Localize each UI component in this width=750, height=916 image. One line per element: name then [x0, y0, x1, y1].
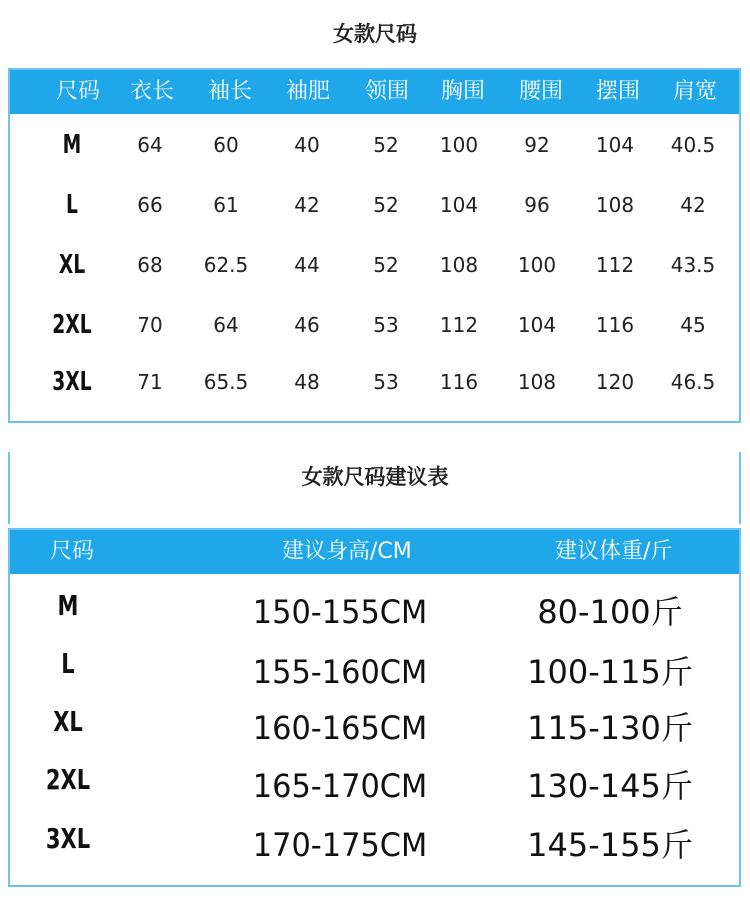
- value-cell: 43.5: [670, 253, 716, 277]
- recommendation-header: [10, 530, 739, 574]
- value-cell: 62.5: [203, 253, 249, 277]
- value-cell: 52: [373, 133, 399, 157]
- header-hem: 摆围: [595, 79, 640, 104]
- header-length: 衣长: [129, 79, 174, 104]
- size-cell: 2XL: [45, 763, 91, 796]
- value-cell: 108: [517, 370, 557, 394]
- size-chart-table: [8, 68, 741, 423]
- header-sleeve-width: 袖肥: [285, 79, 330, 104]
- value-cell: 120: [595, 370, 635, 394]
- size-cell: 3XL: [45, 822, 91, 855]
- size-cell: L: [61, 647, 75, 680]
- value-cell: 46.5: [670, 370, 716, 394]
- weight-cell: 115-130斤: [527, 709, 693, 747]
- header-collar: 领围: [364, 79, 409, 104]
- value-cell: 108: [439, 253, 479, 277]
- value-cell: 44: [294, 253, 320, 277]
- size-cell: M: [62, 130, 82, 160]
- height-cell: 160-165CM: [252, 709, 428, 747]
- weight-cell: 145-155斤: [527, 826, 693, 864]
- value-cell: 42: [294, 193, 320, 217]
- value-cell: 53: [373, 313, 399, 337]
- header-weight: 建议体重/斤: [555, 539, 673, 564]
- value-cell: 104: [517, 313, 557, 337]
- table-row: [10, 751, 739, 809]
- value-cell: 66: [137, 193, 163, 217]
- height-cell: 170-175CM: [252, 826, 428, 864]
- value-cell: 100: [439, 133, 479, 157]
- value-cell: 53: [373, 370, 399, 394]
- size-chart-title: 女款尺码: [333, 22, 417, 46]
- value-cell: 108: [595, 193, 635, 217]
- table-row: [10, 810, 739, 868]
- recommendation-chart-title: 女款尺码建议表: [301, 465, 449, 489]
- value-cell: 71: [137, 370, 163, 394]
- value-cell: 52: [373, 253, 399, 277]
- value-cell: 104: [439, 193, 479, 217]
- recommendation-table: [8, 528, 741, 887]
- table-row: [10, 577, 739, 635]
- value-cell: 92: [524, 133, 550, 157]
- value-cell: 42: [680, 193, 706, 217]
- table-row: [10, 693, 739, 751]
- weight-cell: 80-100斤: [537, 593, 683, 631]
- value-cell: 40: [294, 133, 320, 157]
- size-cell: 3XL: [52, 367, 92, 397]
- value-cell: 40.5: [670, 133, 716, 157]
- header-height: 建议身高/CM: [282, 539, 412, 564]
- height-cell: 165-170CM: [252, 767, 428, 805]
- value-cell: 52: [373, 193, 399, 217]
- value-cell: 60: [213, 133, 239, 157]
- table-row: [10, 176, 739, 234]
- table-row: [10, 116, 739, 174]
- value-cell: 65.5: [203, 370, 249, 394]
- value-cell: 70: [137, 313, 163, 337]
- value-cell: 112: [439, 313, 479, 337]
- value-cell: 116: [595, 313, 635, 337]
- header-size: 尺码: [50, 539, 95, 564]
- size-cell: L: [66, 190, 78, 220]
- value-cell: 100: [517, 253, 557, 277]
- value-cell: 96: [524, 193, 550, 217]
- height-cell: 150-155CM: [252, 593, 428, 631]
- weight-cell: 100-115斤: [527, 653, 693, 691]
- value-cell: 112: [595, 253, 635, 277]
- value-cell: 45: [680, 313, 706, 337]
- header-size: 尺码: [55, 79, 100, 104]
- value-cell: 116: [439, 370, 479, 394]
- value-cell: 68: [137, 253, 163, 277]
- table-row: [10, 296, 739, 354]
- size-cell: XL: [53, 705, 83, 738]
- weight-cell: 130-145斤: [527, 767, 693, 805]
- header-shoulder: 肩宽: [672, 79, 717, 104]
- value-cell: 64: [213, 313, 239, 337]
- height-cell: 155-160CM: [252, 653, 428, 691]
- size-cell: M: [57, 589, 79, 622]
- header-sleeve-length: 袖长: [207, 79, 252, 104]
- table-row: [10, 353, 739, 411]
- value-cell: 104: [595, 133, 635, 157]
- size-chart-header: [10, 70, 739, 114]
- table-row: [10, 236, 739, 294]
- value-cell: 46: [294, 313, 320, 337]
- value-cell: 64: [137, 133, 163, 157]
- header-chest: 胸围: [440, 79, 485, 104]
- value-cell: 61: [213, 193, 239, 217]
- header-waist: 腰围: [518, 79, 563, 104]
- size-cell: XL: [58, 250, 86, 280]
- value-cell: 48: [294, 370, 320, 394]
- table-row: [10, 635, 739, 693]
- size-cell: 2XL: [52, 310, 92, 340]
